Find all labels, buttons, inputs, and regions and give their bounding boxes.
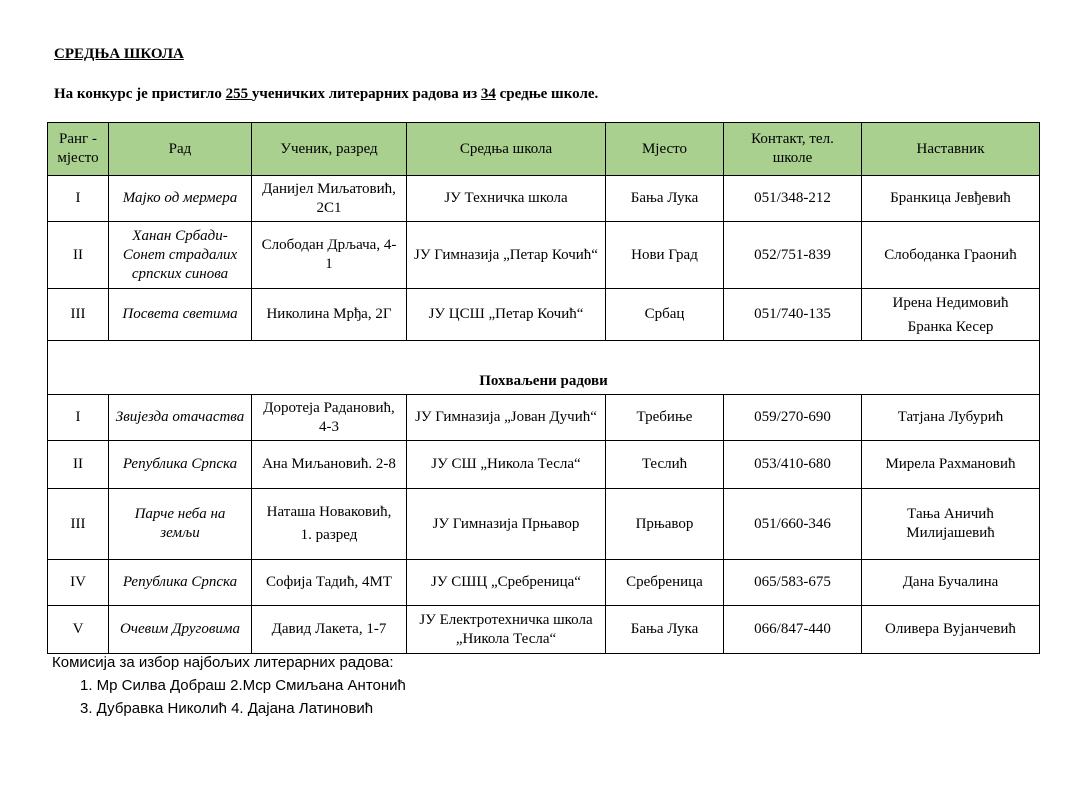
student-cell: Давид Лакета, 1-7 bbox=[252, 606, 407, 654]
results-table bbox=[47, 122, 1040, 654]
table-row bbox=[48, 489, 1040, 560]
header-teacher: Наставник bbox=[862, 123, 1040, 176]
header-place: Мјесто bbox=[606, 123, 724, 176]
table-row bbox=[48, 222, 1040, 289]
work-cell: Очевим Друговима bbox=[109, 606, 252, 654]
intro-text bbox=[54, 86, 598, 103]
header-rank: Ранг - мјесто bbox=[48, 123, 109, 176]
school-cell: ЈУ СШЦ „Сребреница“ bbox=[407, 560, 606, 606]
teacher-cell: Тања Аничић Милијашевић bbox=[862, 489, 1040, 560]
teacher-cell: Мирела Рахмановић bbox=[862, 441, 1040, 489]
rank-cell: IV bbox=[48, 560, 109, 606]
place-cell: Нови Град bbox=[606, 222, 724, 289]
work-cell: Звијезда отачаства bbox=[109, 395, 252, 441]
work-cell: Република Српска bbox=[109, 560, 252, 606]
place-cell: Прњавор bbox=[606, 489, 724, 560]
table-row bbox=[48, 441, 1040, 489]
table-row bbox=[48, 560, 1040, 606]
table-row bbox=[48, 176, 1040, 222]
teacher-cell bbox=[862, 289, 1040, 341]
table-row bbox=[48, 606, 1040, 654]
contact-cell: 065/583-675 bbox=[724, 560, 862, 606]
work-cell: Парче неба на земљи bbox=[109, 489, 252, 560]
contact-cell: 052/751-839 bbox=[724, 222, 862, 289]
contact-cell: 059/270-690 bbox=[724, 395, 862, 441]
student-cell bbox=[252, 489, 407, 560]
teacher-cell: Бранкица Јевђевић bbox=[862, 176, 1040, 222]
header-work: Рад bbox=[109, 123, 252, 176]
school-cell: ЈУ Техничка школа bbox=[407, 176, 606, 222]
work-cell: Мајко од мермера bbox=[109, 176, 252, 222]
student-grade: 1. разред bbox=[300, 527, 358, 543]
student-cell: Доротеја Радановић, 4-3 bbox=[252, 395, 407, 441]
place-cell: Србац bbox=[606, 289, 724, 341]
section-row bbox=[48, 341, 1040, 395]
contact-cell: 051/740-135 bbox=[724, 289, 862, 341]
contact-cell: 066/847-440 bbox=[724, 606, 862, 654]
contact-cell: 053/410-680 bbox=[724, 441, 862, 489]
place-cell: Бања Лука bbox=[606, 176, 724, 222]
school-cell: ЈУ Гимназија „Петар Кочић“ bbox=[407, 222, 606, 289]
header-contact: Контакт, тел. школе bbox=[724, 123, 862, 176]
rank-cell: III bbox=[48, 489, 109, 560]
rank-cell: V bbox=[48, 606, 109, 654]
document-heading: СРЕДЊА ШКОЛА bbox=[54, 46, 184, 62]
schools-count: 34 bbox=[480, 86, 496, 102]
student-cell: Ана Миљановић. 2-8 bbox=[252, 441, 407, 489]
school-cell: ЈУ Електротехничка школа „Никола Тесла“ bbox=[407, 606, 606, 654]
contact-cell: 051/348-212 bbox=[724, 176, 862, 222]
commission-member-line: 1. Мр Силва Добраш 2.Мср Смиљана Антонић bbox=[80, 677, 406, 694]
work-cell: Република Српска bbox=[109, 441, 252, 489]
table-row bbox=[48, 289, 1040, 341]
school-cell: ЈУ ЦСШ „Петар Кочић“ bbox=[407, 289, 606, 341]
school-cell: ЈУ Гимназија „Јован Дучић“ bbox=[407, 395, 606, 441]
place-cell: Требиње bbox=[606, 395, 724, 441]
commission-section bbox=[52, 654, 406, 717]
school-cell: ЈУ СШ „Никола Тесла“ bbox=[407, 441, 606, 489]
intro-post: средње школе. bbox=[495, 86, 599, 102]
rank-cell: III bbox=[48, 289, 109, 341]
school-cell: ЈУ Гимназија Прњавор bbox=[407, 489, 606, 560]
commission-member-line: 3. Дубравка Николић 4. Дајана Латиновић bbox=[80, 700, 374, 717]
commission-title: Комисија за избор најбољих литерарних радова: bbox=[52, 654, 394, 671]
teacher-cell: Оливера Вујанчевић bbox=[862, 606, 1040, 654]
student-cell: Николина Мрђа, 2Г bbox=[252, 289, 407, 341]
teacher-name: Бранка Кесер bbox=[907, 318, 994, 335]
place-cell: Сребреница bbox=[606, 560, 724, 606]
rank-cell: I bbox=[48, 395, 109, 441]
student-cell: Данијел Миљатовић, 2С1 bbox=[252, 176, 407, 222]
teacher-cell: Дана Бучалина bbox=[862, 560, 1040, 606]
student-cell: Слободан Дрљача, 4-1 bbox=[252, 222, 407, 289]
table-header-row bbox=[48, 123, 1040, 176]
header-student: Ученик, разред bbox=[252, 123, 407, 176]
teacher-name: Ирена Недимовић bbox=[892, 294, 1009, 311]
teacher-cell: Слободанка Граонић bbox=[862, 222, 1040, 289]
student-cell: Софија Тадић, 4МТ bbox=[252, 560, 407, 606]
place-cell: Теслић bbox=[606, 441, 724, 489]
works-count: 255 bbox=[225, 86, 252, 102]
header-school: Средња школа bbox=[407, 123, 606, 176]
work-cell: Посвета светима bbox=[109, 289, 252, 341]
place-cell: Бања Лука bbox=[606, 606, 724, 654]
rank-cell: I bbox=[48, 176, 109, 222]
section-title: Похваљени радови bbox=[48, 341, 1040, 395]
teacher-cell: Татјана Лубурић bbox=[862, 395, 1040, 441]
rank-cell: II bbox=[48, 222, 109, 289]
intro-mid: ученичких литерарних радова из bbox=[251, 86, 481, 102]
student-name: Наташа Новаковић, bbox=[266, 504, 392, 520]
work-cell: Ханан Србади-Сонет страдалих српских синова bbox=[109, 222, 252, 289]
table-row bbox=[48, 395, 1040, 441]
intro-pre: На конкурс је пристигло bbox=[54, 86, 226, 102]
contact-cell: 051/660-346 bbox=[724, 489, 862, 560]
rank-cell: II bbox=[48, 441, 109, 489]
